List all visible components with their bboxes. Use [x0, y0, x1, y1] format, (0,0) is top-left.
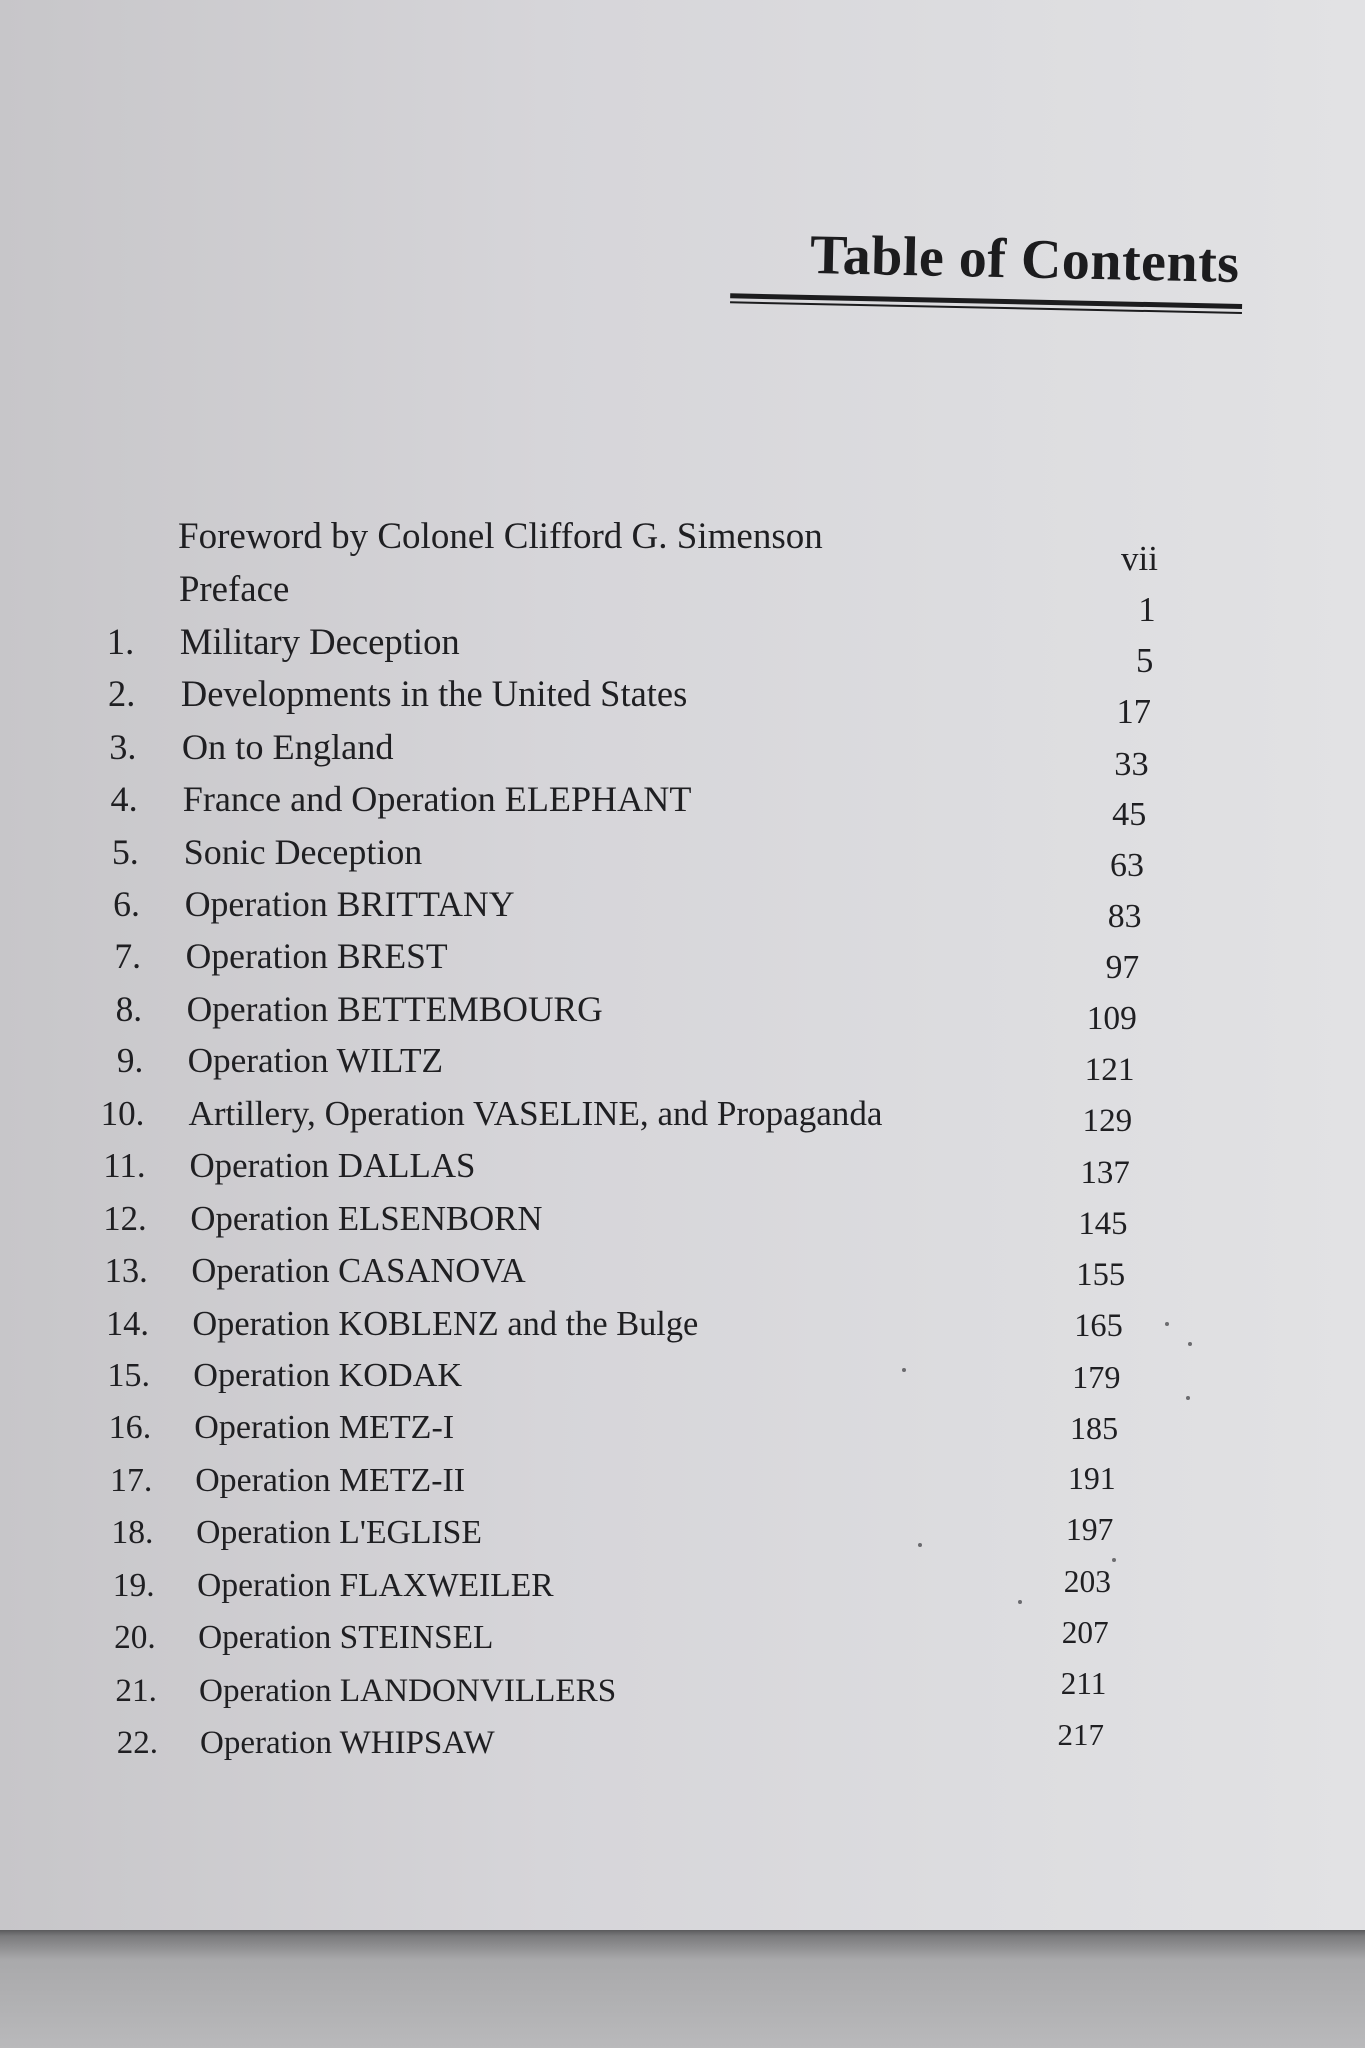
toc-entry-number: 19.: [112, 1566, 155, 1604]
toc-entry: [0, 935, 1365, 987]
toc-entry-title: Operation DALLAS: [189, 1146, 476, 1186]
toc-entry: [0, 1665, 1365, 1712]
toc-entry-number: 17.: [110, 1461, 153, 1499]
toc-entry-number: 7.: [114, 936, 142, 977]
ink-speck: [902, 1368, 906, 1372]
ink-speck: [1112, 1558, 1116, 1562]
toc-entry-page: 211: [1060, 1665, 1107, 1701]
toc-entry: [0, 1145, 1365, 1191]
toc-entry-title: Operation BRITTANY: [184, 884, 515, 925]
toc-entry-title: Operation STEINSEL: [198, 1619, 494, 1657]
toc-entry: [0, 1512, 1365, 1554]
toc-entry-number: 6.: [113, 884, 140, 925]
toc-entry-page: 17: [1116, 693, 1151, 732]
toc-entry-page: 1: [1138, 590, 1156, 630]
toc-entry-number: 15.: [107, 1356, 151, 1394]
toc-entry-number: 14.: [105, 1304, 149, 1343]
toc-entry-number: 1.: [106, 620, 135, 662]
toc-entry-number: 2.: [108, 674, 136, 715]
toc-entry-page: 121: [1084, 1051, 1135, 1089]
toc-entry: [0, 988, 1365, 1038]
toc-entry-title: Operation KODAK: [193, 1356, 463, 1394]
toc-entry: [0, 1614, 1365, 1659]
toc-entry-page: 45: [1112, 795, 1147, 833]
toc-entry-number: 8.: [115, 988, 143, 1029]
toc-entry: [0, 1303, 1365, 1345]
toc-entry-title: Operation LANDONVILLERS: [199, 1671, 617, 1709]
toc-entry-page: 165: [1074, 1307, 1123, 1344]
toc-entry-number: 3.: [109, 726, 137, 767]
toc-entry-number: 13.: [104, 1252, 148, 1291]
toc-entry-page: 203: [1063, 1563, 1112, 1599]
toc-entry-number: 16.: [108, 1409, 152, 1447]
toc-entry-title: Operation FLAXWEILER: [197, 1566, 554, 1604]
toc-entry-page: 155: [1076, 1256, 1126, 1293]
toc-entry-number: 10.: [100, 1093, 145, 1133]
toc-entry-page: 217: [1057, 1717, 1104, 1752]
toc-entry-page: 191: [1067, 1461, 1116, 1497]
toc-entry-page: 129: [1082, 1103, 1133, 1140]
toc-entry: [0, 1565, 1365, 1607]
toc-entry-title: Operation L'EGLISE: [196, 1514, 482, 1552]
toc-entry-page: 185: [1070, 1410, 1119, 1447]
toc-entry: [0, 516, 1365, 578]
toc-entry-title: On to England: [181, 726, 394, 767]
toc-entry: [0, 1355, 1365, 1397]
toc-entry-page: 179: [1072, 1359, 1121, 1396]
page-title: Table of Contents: [809, 224, 1241, 295]
ink-speck: [1188, 1342, 1192, 1346]
page-edge-shadow: [0, 1930, 1365, 2048]
toc-entry-title: Operation CASANOVA: [191, 1252, 526, 1291]
toc-entry-number: 12.: [103, 1198, 147, 1238]
toc-entry-page: 97: [1105, 949, 1140, 987]
toc-entry-number: 21.: [115, 1671, 157, 1709]
toc-entry: [0, 1717, 1365, 1764]
toc-entry: [0, 778, 1365, 833]
toc-entry-title: Operation METZ-II: [195, 1461, 466, 1499]
toc-entry-number: 20.: [114, 1619, 156, 1657]
toc-entry: [0, 1407, 1365, 1449]
toc-entry: [0, 1093, 1365, 1140]
toc-entry-title: Sonic Deception: [183, 831, 423, 872]
toc-entry-title: France and Operation ELEPHANT: [182, 779, 692, 820]
toc-entry-title: Operation WHIPSAW: [200, 1725, 495, 1761]
toc-entry-page: vii: [1121, 539, 1158, 578]
toc-entry: [0, 568, 1365, 630]
toc-entry-title: Developments in the United States: [180, 674, 688, 715]
toc-entry: [0, 620, 1365, 681]
toc-entry-title: Military Deception: [179, 620, 460, 662]
toc-entry-title: Operation BREST: [185, 936, 448, 977]
toc-entry-page: 63: [1109, 846, 1144, 884]
toc-entry: [0, 1460, 1365, 1502]
toc-entry: [0, 726, 1365, 783]
toc-entry-number: 18.: [111, 1514, 154, 1552]
toc-entry-number: 5.: [111, 831, 139, 872]
ink-speck: [1018, 1600, 1022, 1604]
toc-entry: [0, 1040, 1365, 1089]
toc-entry-title: Foreword by Colonel Clifford G. Simenson: [178, 516, 823, 557]
toc-entry: [0, 831, 1365, 884]
toc-entry-title: Operation BETTEMBOURG: [186, 988, 603, 1029]
toc-entry-title: Operation ELSENBORN: [190, 1198, 543, 1238]
toc-entry-page: 197: [1065, 1512, 1114, 1548]
toc-entry-page: 33: [1114, 744, 1149, 783]
toc-entry-title: Preface: [178, 568, 290, 610]
ink-speck: [1165, 1322, 1169, 1326]
toc-entry-number: 4.: [110, 779, 138, 820]
toc-entry: [0, 1250, 1365, 1292]
toc-entry-page: 109: [1086, 1000, 1137, 1038]
toc-entry-title: Operation METZ-I: [194, 1409, 455, 1447]
toc-entry-number: 9.: [116, 1041, 144, 1081]
toc-entry: [0, 1198, 1365, 1240]
toc-entry-title: Artillery, Operation VASELINE, and Propaganda: [188, 1093, 883, 1133]
toc-entry-page: 137: [1080, 1154, 1130, 1191]
toc-entry-number: 11.: [103, 1146, 146, 1186]
toc-entry-page: 207: [1061, 1614, 1109, 1650]
toc-entry-title: Operation WILTZ: [187, 1041, 444, 1081]
toc-entry-page: 145: [1078, 1205, 1128, 1242]
toc-entry-page: 5: [1135, 642, 1154, 681]
ink-speck: [918, 1543, 922, 1547]
toc-entry-title: Operation KOBLENZ and the Bulge: [192, 1304, 699, 1343]
toc-entry-page: 83: [1107, 897, 1142, 935]
toc-entry: [0, 673, 1365, 732]
toc-entry-number: 22.: [116, 1725, 158, 1761]
toc-entry: [0, 883, 1365, 935]
ink-speck: [1186, 1396, 1190, 1400]
